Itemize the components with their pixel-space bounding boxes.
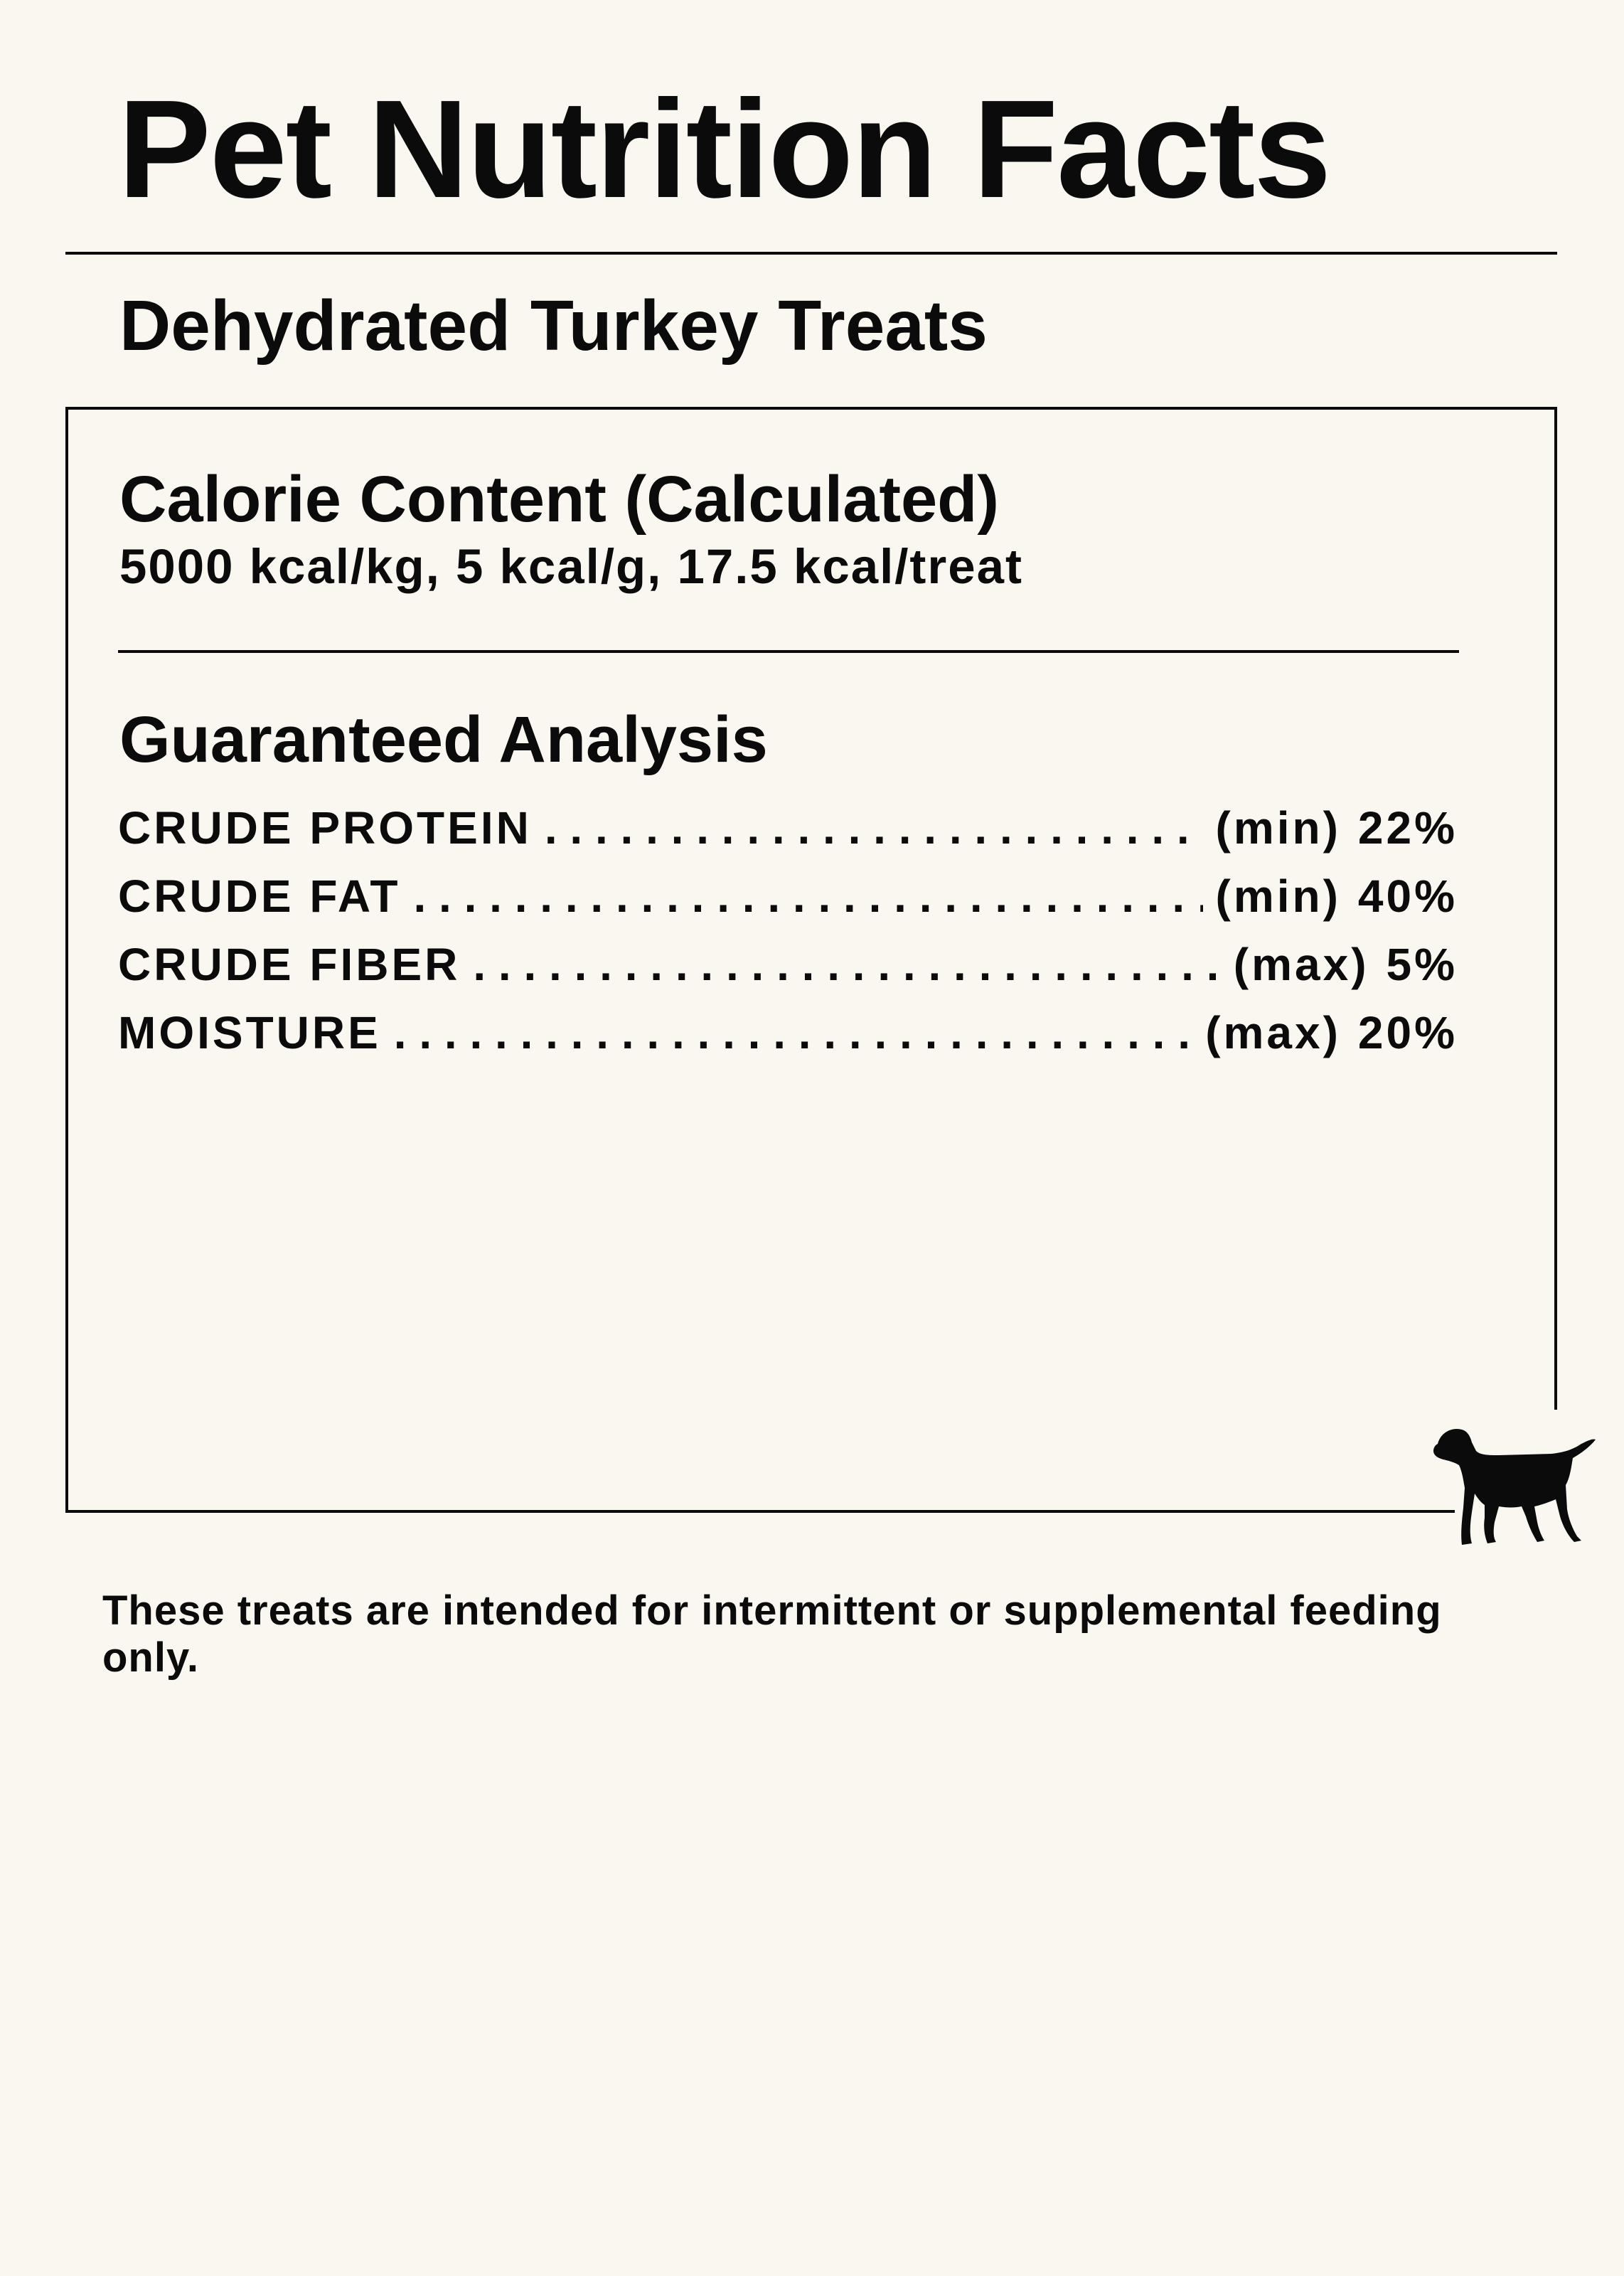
analysis-row-crude-protein <box>118 802 1458 854</box>
dot-leader <box>473 942 1220 987</box>
product-name: Dehydrated Turkey Treats <box>119 286 988 366</box>
page-title: Pet Nutrition Facts <box>118 71 1330 227</box>
nutrient-name: CRUDE FAT <box>118 871 401 922</box>
nutrient-name: CRUDE PROTEIN <box>118 802 532 854</box>
nutrient-name: MOISTURE <box>118 1007 381 1058</box>
nutrient-qualifier: (max) <box>1205 1007 1341 1058</box>
calorie-content-heading: Calorie Content (Calculated) <box>119 463 1000 536</box>
nutrient-amount: 5% <box>1386 939 1458 990</box>
panel-bottom-border <box>65 1510 1455 1513</box>
nutrient-amount: 22% <box>1357 802 1458 854</box>
dog-icon <box>1431 1422 1598 1551</box>
analysis-row-crude-fiber <box>118 939 1458 990</box>
panel-right-border <box>1554 407 1557 1410</box>
feeding-disclaimer: These treats are intended for intermittent or supplemental feeding only. <box>102 1588 1442 1681</box>
nutrient-amount: 40% <box>1357 871 1458 922</box>
title-divider <box>65 252 1557 255</box>
nutrient-amount: 20% <box>1357 1007 1458 1058</box>
analysis-row-moisture <box>118 1007 1458 1058</box>
dot-leader <box>413 873 1202 919</box>
nutrient-qualifier: (min) <box>1215 802 1341 854</box>
guaranteed-analysis-heading: Guaranteed Analysis <box>119 703 768 776</box>
dot-leader <box>545 805 1203 851</box>
dot-leader <box>394 1010 1192 1055</box>
nutrient-qualifier: (max) <box>1233 939 1369 990</box>
nutrient-name: CRUDE FIBER <box>118 939 461 990</box>
nutrient-qualifier: (min) <box>1215 871 1341 922</box>
section-divider <box>118 650 1459 653</box>
calorie-content-values: 5000 kcal/kg, 5 kcal/g, 17.5 kcal/treat <box>119 539 1023 594</box>
analysis-row-crude-fat <box>118 871 1458 922</box>
